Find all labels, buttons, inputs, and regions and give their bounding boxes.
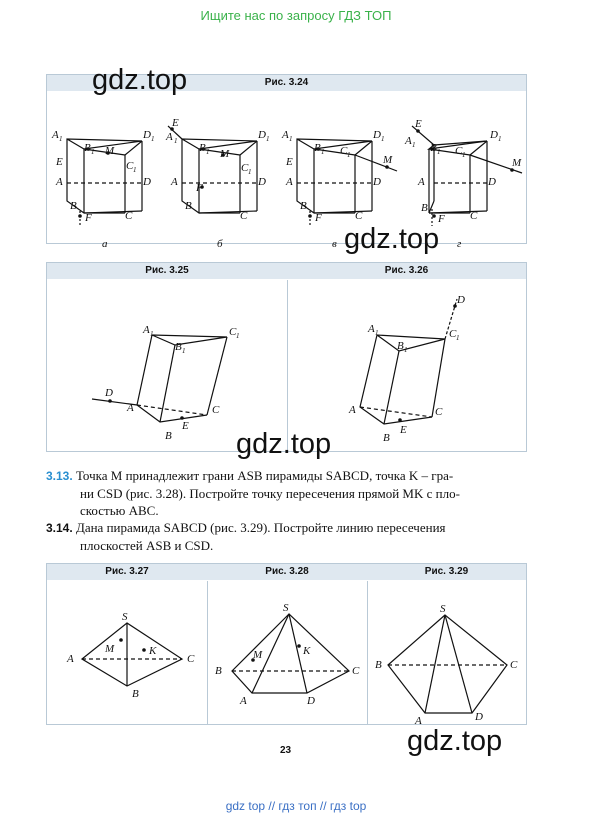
svg-text:E: E [182, 420, 189, 432]
svg-text:E: E [286, 156, 293, 168]
svg-text:F: F [438, 213, 445, 225]
svg-text:1: 1 [236, 332, 240, 340]
svg-text:1: 1 [404, 346, 408, 354]
svg-text:D: D [258, 129, 266, 141]
svg-text:1: 1 [133, 166, 137, 174]
figure-caption: Рис. 3.27 [105, 566, 149, 577]
svg-text:M: M [383, 154, 393, 166]
subfigure-label: б [217, 238, 223, 250]
prism-3-25 [92, 335, 227, 422]
svg-text:A: A [171, 176, 178, 188]
svg-text:E: E [56, 156, 63, 168]
problem-number: 3.14. [46, 521, 73, 535]
figure-caption-bar [47, 263, 526, 279]
svg-text:C: C [455, 145, 463, 157]
svg-text:A: A [418, 176, 425, 188]
svg-text:D: D [373, 129, 381, 141]
svg-text:1: 1 [151, 135, 155, 143]
svg-text:D: D [105, 387, 113, 399]
bottom-banner[interactable]: gdz top // гдз топ // гдз top [225, 799, 367, 813]
problem-text-line: ни CSD (рис. 3.28). Постройте точку пересечения прямой MK с пло- [80, 486, 460, 501]
svg-text:1: 1 [321, 148, 325, 156]
top-banner[interactable]: Ищите нас по запросу ГДЗ ТОП [200, 8, 392, 23]
svg-text:1: 1 [381, 135, 385, 143]
svg-text:D: D [143, 129, 151, 141]
svg-text:1: 1 [462, 151, 466, 159]
watermark: gdz.top [92, 64, 188, 96]
svg-text:E: E [415, 118, 422, 130]
svg-text:B: B [199, 142, 206, 154]
watermark: gdz.top [236, 428, 332, 460]
svg-text:K: K [149, 645, 157, 657]
svg-text:C: C [470, 210, 478, 222]
svg-text:C: C [352, 665, 360, 677]
pyramid-3-27 [82, 623, 182, 686]
svg-text:B: B [215, 665, 222, 677]
svg-text:A: A [368, 323, 375, 335]
svg-text:1: 1 [375, 329, 379, 337]
svg-text:B: B [421, 202, 428, 214]
figure-caption: Рис. 3.28 [265, 566, 309, 577]
svg-text:C: C [125, 210, 133, 222]
prism-d [412, 126, 522, 226]
svg-text:C: C [187, 653, 195, 665]
svg-text:1: 1 [456, 334, 460, 342]
problem-text-line: Дана пирамида SABCD (рис. 3.29). Постройте линию пересечения [75, 520, 446, 535]
svg-text:B: B [314, 142, 321, 154]
subfigure-label: а [102, 238, 108, 250]
prism-drawings [47, 91, 526, 250]
svg-text:D: D [457, 294, 465, 306]
svg-text:A: A [143, 324, 150, 336]
figure-caption: Рис. 3.26 [384, 265, 429, 276]
svg-text:C: C [240, 210, 248, 222]
svg-text:D: D [490, 129, 498, 141]
svg-text:S: S [122, 611, 128, 623]
figure-caption-bar [47, 564, 526, 580]
svg-text:1: 1 [437, 148, 441, 156]
svg-text:1: 1 [59, 135, 63, 143]
svg-text:A: A [240, 695, 247, 707]
svg-text:D: D [258, 176, 266, 188]
svg-text:M: M [512, 157, 522, 169]
svg-text:A: A [56, 176, 63, 188]
svg-text:A: A [127, 402, 134, 414]
svg-text:D: D [475, 711, 483, 723]
svg-text:A: A [349, 404, 356, 416]
svg-text:M: M [253, 649, 263, 661]
svg-text:C: C [355, 210, 363, 222]
figure-3-27-28-29 [46, 563, 527, 725]
svg-text:1: 1 [91, 148, 95, 156]
pyramid-drawings [47, 580, 526, 727]
svg-text:C: C [449, 328, 457, 340]
svg-text:A: A [52, 129, 59, 141]
problem-number: 3.13. [46, 469, 73, 483]
page-number: 23 [280, 745, 292, 756]
svg-text:B: B [185, 200, 192, 212]
svg-text:A: A [415, 715, 422, 727]
svg-text:C: C [340, 145, 348, 157]
svg-text:B: B [84, 142, 91, 154]
svg-text:C: C [212, 404, 220, 416]
svg-text:S: S [440, 603, 446, 615]
problem-3-13 [46, 467, 528, 519]
svg-text:1: 1 [289, 135, 293, 143]
svg-text:B: B [397, 340, 404, 352]
subfigure-label: в [332, 238, 337, 250]
svg-text:E: E [172, 117, 179, 129]
svg-text:F: F [85, 212, 92, 224]
svg-text:D: D [488, 176, 496, 188]
figure-caption: Рис. 3.25 [145, 265, 189, 276]
problem-3-14 [46, 519, 528, 554]
svg-text:1: 1 [174, 137, 178, 145]
svg-text:M: M [105, 145, 115, 157]
svg-text:1: 1 [150, 330, 154, 338]
svg-text:C: C [241, 162, 249, 174]
svg-text:C: C [229, 326, 237, 338]
svg-text:1: 1 [182, 347, 186, 355]
watermark: gdz.top [344, 223, 440, 255]
svg-text:D: D [307, 695, 315, 707]
svg-text:B: B [383, 432, 390, 444]
svg-text:A: A [67, 653, 74, 665]
svg-text:F: F [196, 182, 203, 194]
svg-text:C: C [510, 659, 518, 671]
svg-text:C: C [435, 406, 443, 418]
svg-text:1: 1 [412, 141, 416, 149]
svg-text:A: A [286, 176, 293, 188]
svg-text:1: 1 [248, 168, 252, 176]
problem-text-line: скостью ABC. [80, 503, 159, 518]
svg-text:C: C [126, 160, 134, 172]
svg-text:E: E [400, 424, 407, 436]
svg-text:1: 1 [266, 135, 270, 143]
svg-text:D: D [373, 176, 381, 188]
svg-text:1: 1 [347, 151, 351, 159]
figure-3-25-26 [46, 262, 527, 452]
prism-3-26 [360, 299, 457, 424]
problem-text-line: плоскостей ASB и CSD. [80, 538, 214, 553]
problem-text-line: Точка M принадлежит грани ASB пирамиды SABCD, точка K – гра- [75, 468, 454, 483]
svg-text:B: B [430, 142, 437, 154]
svg-text:A: A [166, 131, 173, 143]
svg-text:B: B [175, 341, 182, 353]
subfigure-label: г [457, 238, 462, 250]
pyramid-3-29 [388, 615, 507, 713]
svg-text:B: B [165, 430, 172, 442]
svg-text:1: 1 [498, 135, 502, 143]
svg-text:F: F [315, 212, 322, 224]
pyramid-3-28 [232, 614, 349, 693]
svg-text:M: M [220, 148, 230, 160]
figure-3-24 [46, 74, 527, 250]
svg-text:M: M [105, 643, 115, 655]
svg-text:A: A [282, 129, 289, 141]
figure-caption: Рис. 3.24 [47, 75, 526, 91]
svg-text:B: B [300, 200, 307, 212]
watermark: gdz.top [407, 725, 503, 757]
svg-text:A: A [405, 135, 412, 147]
svg-text:1: 1 [206, 148, 210, 156]
svg-text:K: K [303, 645, 311, 657]
svg-text:D: D [143, 176, 151, 188]
svg-text:B: B [70, 200, 77, 212]
svg-text:B: B [375, 659, 382, 671]
svg-text:B: B [132, 688, 139, 700]
svg-text:S: S [283, 602, 289, 614]
figure-caption: Рис. 3.29 [424, 566, 469, 577]
